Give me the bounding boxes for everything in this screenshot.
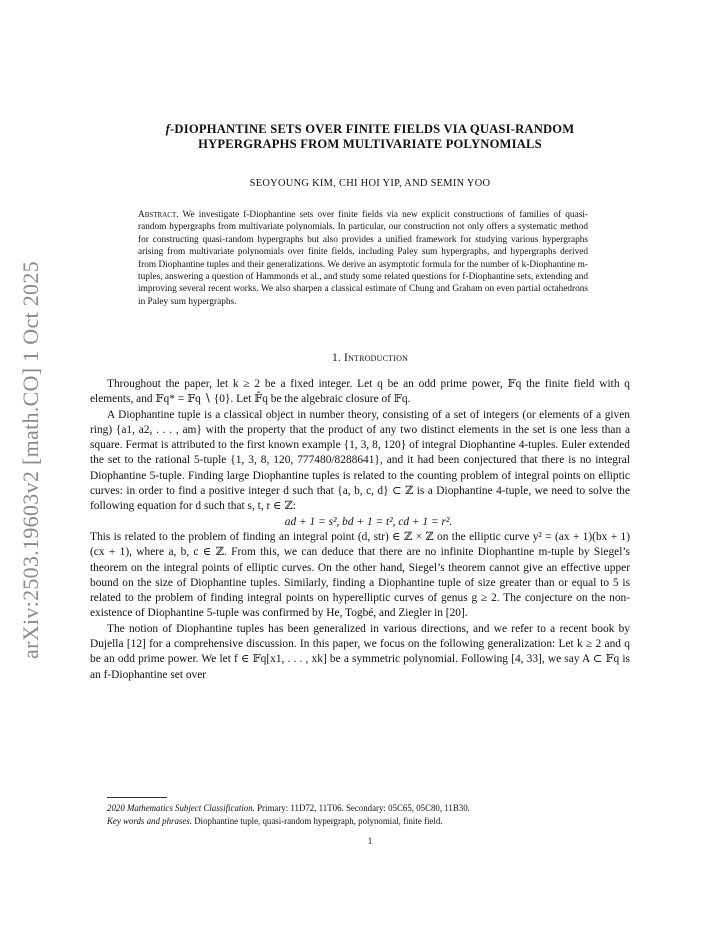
abstract [138,209,588,308]
paragraph: Throughout the paper, let k ≥ 2 be a fixed integer. Let q be an odd prime power, 𝔽q the finite field with q elements, and 𝔽q* = 𝔽q ∖ {0}. Let 𝔽̄q be the algebraic closure of 𝔽q. [90,378,630,406]
body-text [90,377,630,683]
paragraph: The notion of Diophantine tuples has been generalized in various directions, and we refer to a recent book by Dujella [12] for a comprehensive discussion. In this paper, we focus on the following generalization: Let k ≥ 2 and q be an odd prime power. We let f ∈ 𝔽q[x1, . . . , xk] be a symmetric polynomial. Following [4, 33], we say A ⊂ 𝔽q is an f-Diophantine set over [90,622,630,681]
abstract-label: Abstract. [138,210,179,220]
arxiv-stamp: arXiv:2503.19603v2 [math.CO] 1 Oct 2025 [18,261,43,659]
paper-title [90,122,650,152]
section-heading [90,352,650,364]
abstract-text: We investigate f-Diophantine sets over finite fields via new explicit constructions of families of quasi-random hypergraphs from multivariate polynomials. In particular, our construction not only offers a systematic method for constructing quasi-random hypergraphs but also provides a unified framework for studying various hypergraphs arising from multivariate polynomials over finite fields, including Paley sum hypergraphs, and hypergraphs derived from Diophantine tuples and their generalizations. We derive an asymptotic formula for the number of k-Diophantine m-tuples, answering a question of Hammonds et al., and study some related questions for f-Diophantine sets, extending and improving several recent works. We also sharpen a classical estimate of Chung and Graham on even partial octahedrons in Paley sum hypergraphs. [138,210,589,307]
display-equation: ad + 1 = s², bd + 1 = t², cd + 1 = r². [284,515,453,528]
title-line1: -DIOPHANTINE SETS OVER FINITE FIELDS VIA QUASI-RANDOM [170,122,575,136]
msc-label: 2020 Mathematics Subject Classification. [107,803,255,813]
footnotes [107,802,627,828]
section-number: 1. [331,352,341,364]
keywords-text: Diophantine tuple, quasi-random hypergraph, polynomial, finite field. [194,816,443,826]
paragraph: This is related to the problem of finding an integral point (d, str) ∈ ℤ × ℤ on the elliptic curve y² = (ax + 1)(bx + 1)(cx + 1), where a, b, c ∈ ℤ. From this, we can deduce that there are no infinite Diophantine m-tuple by Siegel’s theorem on the integral points of elliptic curves. On the other hand, Siegel’s theorem cannot give an effective upper bound on the size of Diophantine tuples. Similarly, finding a Diophantine tuple of size greater than or equal to 5 is related to the problem of finding integral points on hyperelliptic curves of genus g ≥ 2. The conjecture on the non-existence of Diophantine 5-tuple was confirmed by He, Togbé, and Ziegler in [20]. [90,530,630,620]
section-title: Introduction [344,352,409,364]
paragraph: A Diophantine tuple is a classical object in number theory, consisting of a set of integers (or elements of a given ring) {a1, a2, . . . , am} with the property that the product of any two distinct elements in the set is one less than a square. Fermat is attributed to the first known example {1, 3, 8, 120} of integral Diophantine 4-tuples. Euler extended the set to the rational 5-tuple {1, 3, 8, 120, 777480/8288641}, and it had been conjectured that there is no integral Diophantine 5-tuple. Finding large Diophantine tuples is related to the counting problem of integral points on elliptic curves: in order to find a positive integer d such that {a, b, c, d} ⊂ ℤ is a Diophantine 4-tuple, we need to solve the following equation for d such that s, t, r ∈ ℤ: [90,408,630,513]
title-line2: HYPERGRAPHS FROM MULTIVARIATE POLYNOMIALS [198,137,542,151]
footnote-rule [107,797,167,798]
msc-text: Primary: 11D72, 11T06. Secondary: 05C65, 05C80, 11B30. [257,803,470,813]
page-number: 1 [367,836,373,846]
msc-footnote [107,802,627,815]
authors: SEOYOUNG KIM, CHI HOI YIP, AND SEMIN YOO [249,178,491,189]
title-prefix: f [165,122,171,136]
keywords-label: Key words and phrases. [107,816,192,826]
keywords-footnote [107,815,627,828]
